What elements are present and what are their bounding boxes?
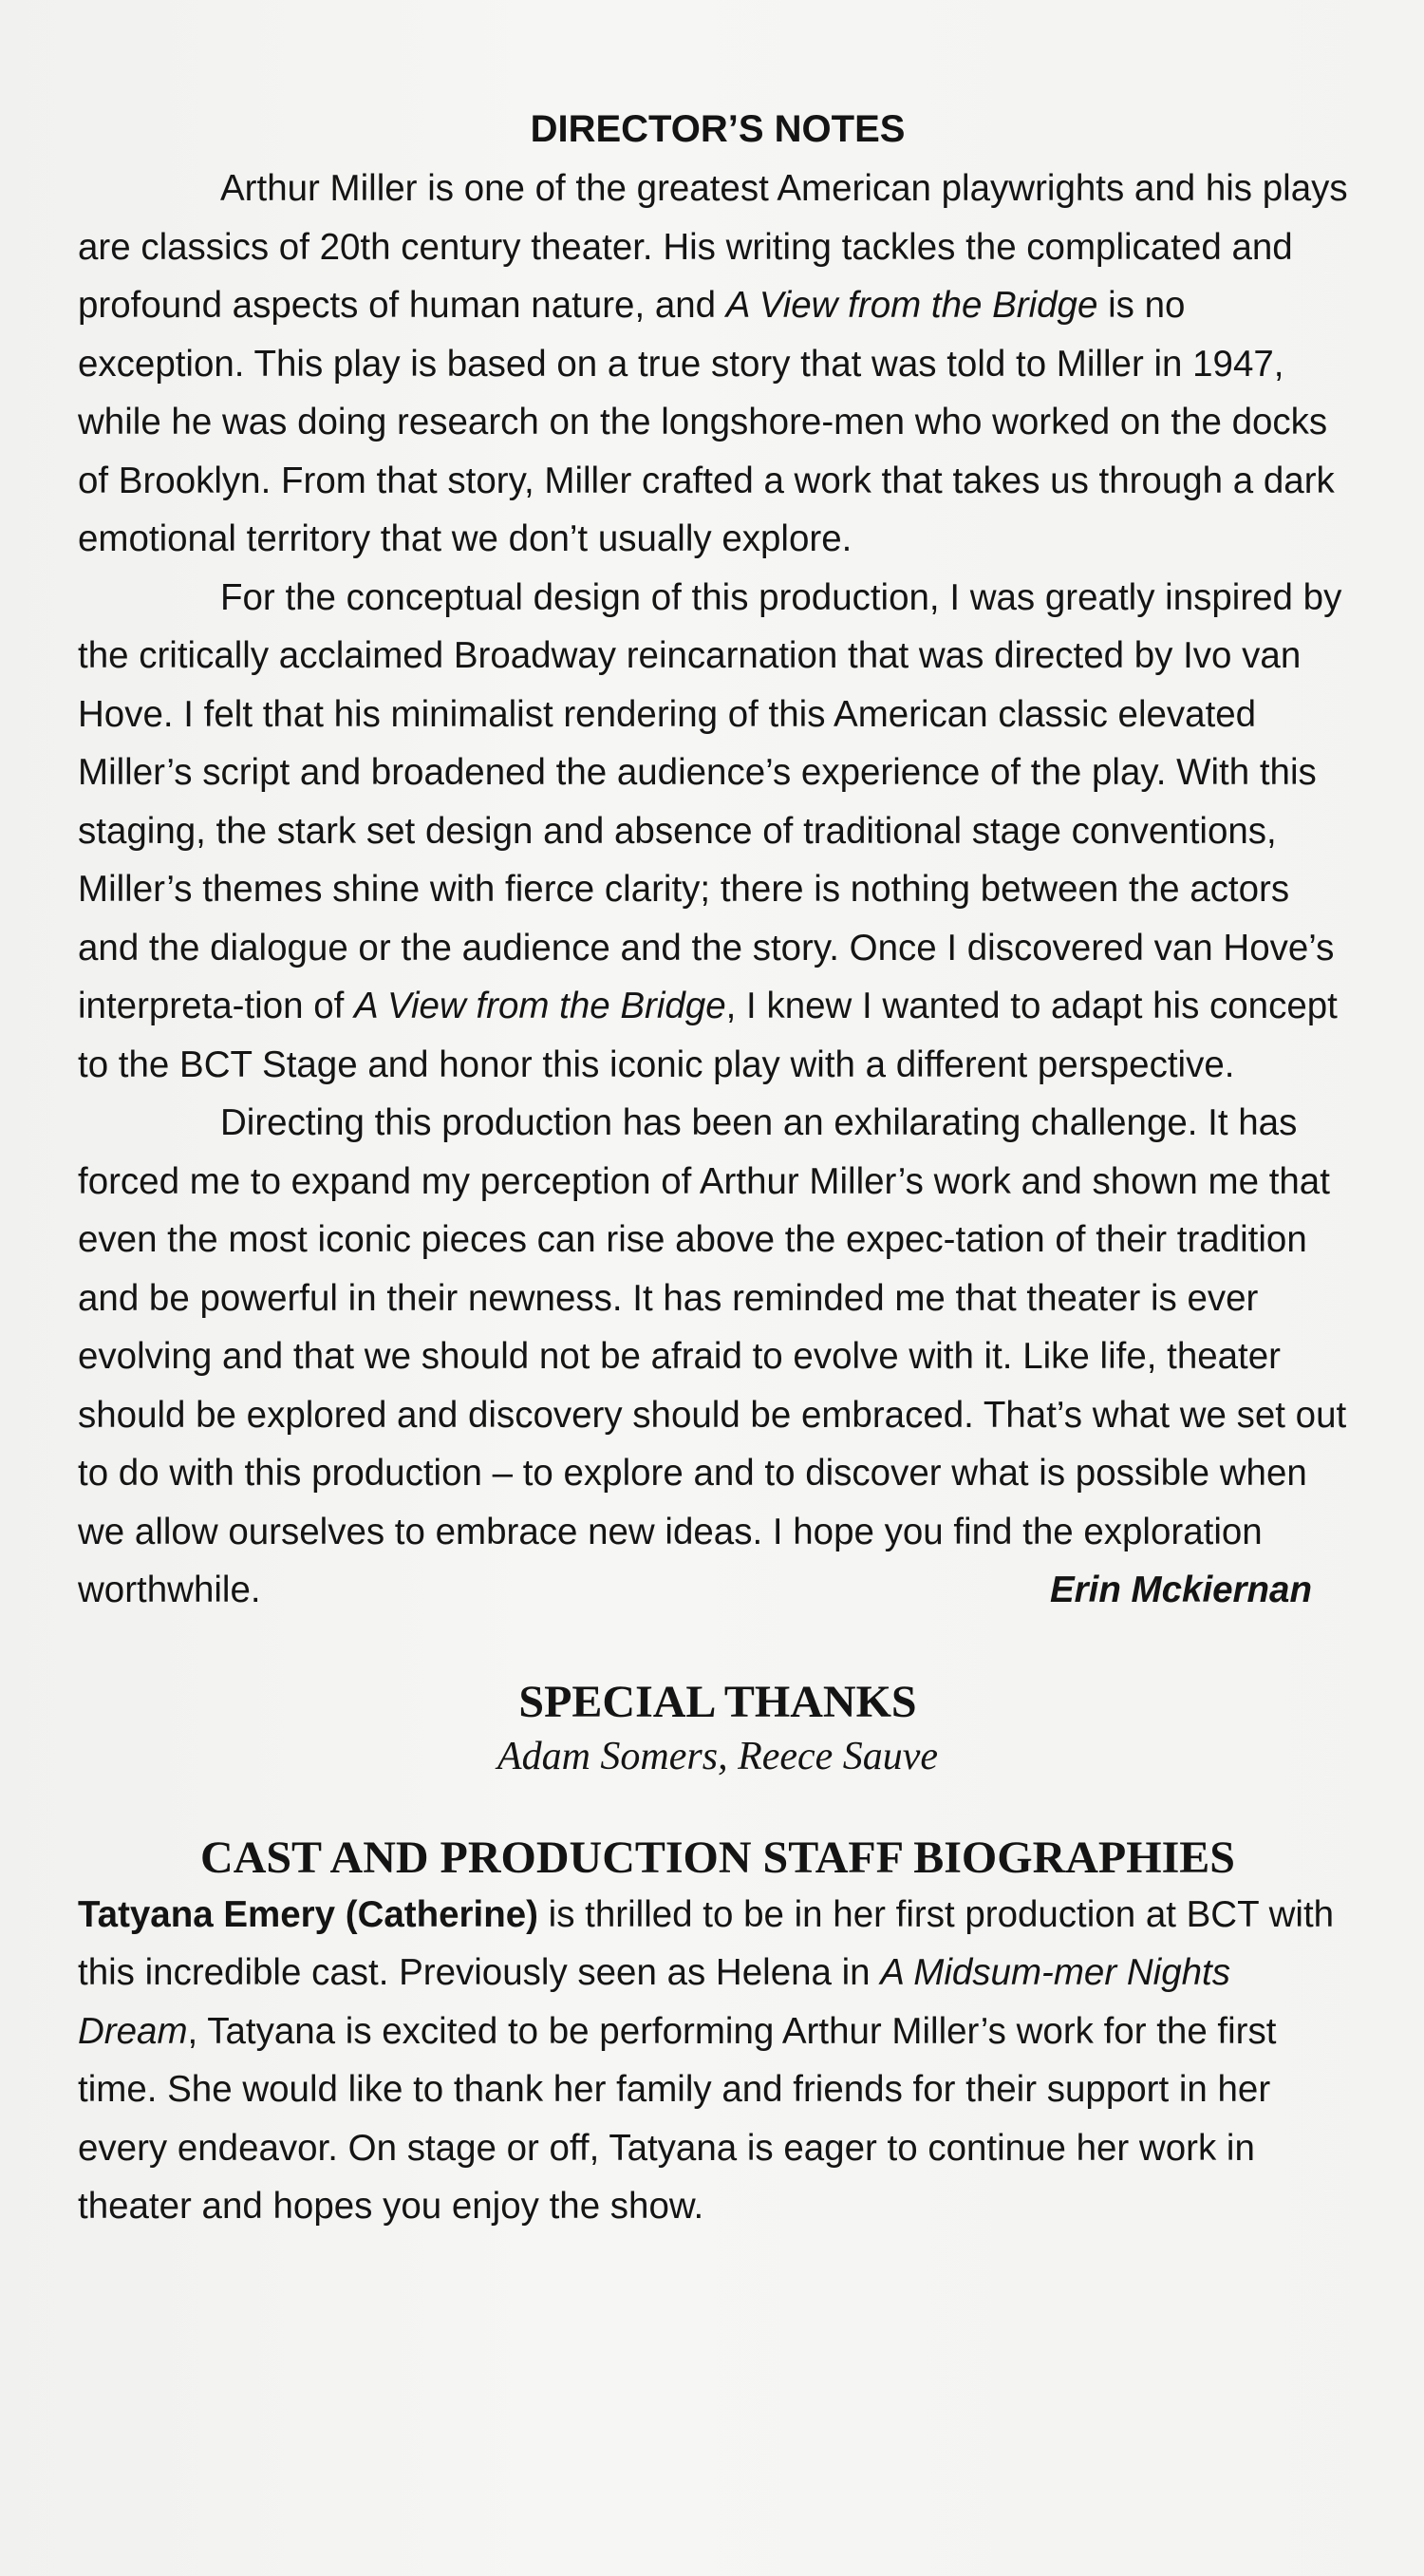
notes-p3-text: Directing this production has been an exhilarating challenge. It has forced me to expand my perception of Arthur Miller’s work and shown me that even the most iconic pieces can rise above the expec-tation of their tradition and be powerful in their newness. It has reminded me that theater is ever evolving and that we should not be afraid to evolve with it. Like life, theater should be explored and discovery should be embraced. That’s what we set out to do with this production – to explore and to discover what is possible when we allow ourselves to embrace new ideas. I hope you find the exploration — [78, 1102, 1347, 1552]
biographies-section — [78, 1831, 1358, 2236]
bio-text-a: is thrilled to be in her first production at BCT with this incredible cast. Previously seen as Helena in — [78, 1893, 1335, 1993]
notes-p2-text-a: For the conceptual design of this production, I was greatly inspired by the critically acclaimed Broadway reincarnation that was directed by Ivo van Hove. I felt that his minimalist rendering of this American classic elevated Miller’s script and broadened the audience’s experience of the play. With this staging, the stark set design and absence of traditional stage conventions, Miller’s themes shine with fierce clarity; there is nothing between the actors and the dialogue or the audience and the story. Once I discovered van Hove’s interpreta-tion of — [78, 576, 1342, 1026]
notes-closing-line — [78, 1561, 1358, 1620]
play-title: A View from the Bridge — [354, 986, 726, 1026]
notes-p1-text-a: Arthur Miller is one of the greatest American playwrights and his plays are classics of 20th century theater. His writing tackles the complicated and profound aspects of human nature, and — [78, 168, 1348, 326]
biographies-heading: CAST AND PRODUCTION STAFF BIOGRAPHIES — [200, 1832, 1235, 1883]
bio-entry — [78, 1886, 1358, 2236]
notes-paragraph-2 — [78, 569, 1358, 1095]
special-thanks-heading: SPECIAL THANKS — [518, 1676, 917, 1727]
special-thanks-section — [78, 1675, 1358, 1783]
special-thanks-names: Adam Somers, Reece Sauve — [497, 1734, 939, 1778]
notes-p2-text-b: , I knew I wanted to adapt his concept to the BCT Stage and honor this iconic play with a different perspective. — [78, 986, 1338, 1085]
play-title: A View from the Bridge — [725, 285, 1098, 326]
director-signature: Erin Mckiernan — [1049, 1570, 1312, 1610]
notes-paragraph-3 — [78, 1094, 1358, 1561]
bio-play-title: A Midsum-mer Nights Dream — [78, 1952, 1230, 2052]
bio-name: Tatyana Emery (Catherine) — [78, 1893, 538, 1935]
bio-text-b: , Tatyana is excited to be performing Arthur Miller’s work for the first time. She would like to thank her family and friends for their support in her every endeavor. On stage or off, Tatyana is eager to continue her work in theater and hopes you enjoy the show. — [78, 2010, 1277, 2227]
notes-paragraph-1 — [78, 160, 1358, 569]
directors-notes-section — [78, 99, 1358, 1620]
directors-notes-heading: DIRECTOR’S NOTES — [530, 108, 906, 150]
notes-p1-text-b: is no exception. This play is based on a true story that was told to Miller in 1947, while he was doing research on the longshore-men who worked on the docks of Brooklyn. From that story, Miller crafted a work that takes us through a dark emotional territory that we don’t usually explore. — [78, 285, 1335, 559]
notes-p3-last-word: worthwhile. — [78, 1570, 261, 1610]
